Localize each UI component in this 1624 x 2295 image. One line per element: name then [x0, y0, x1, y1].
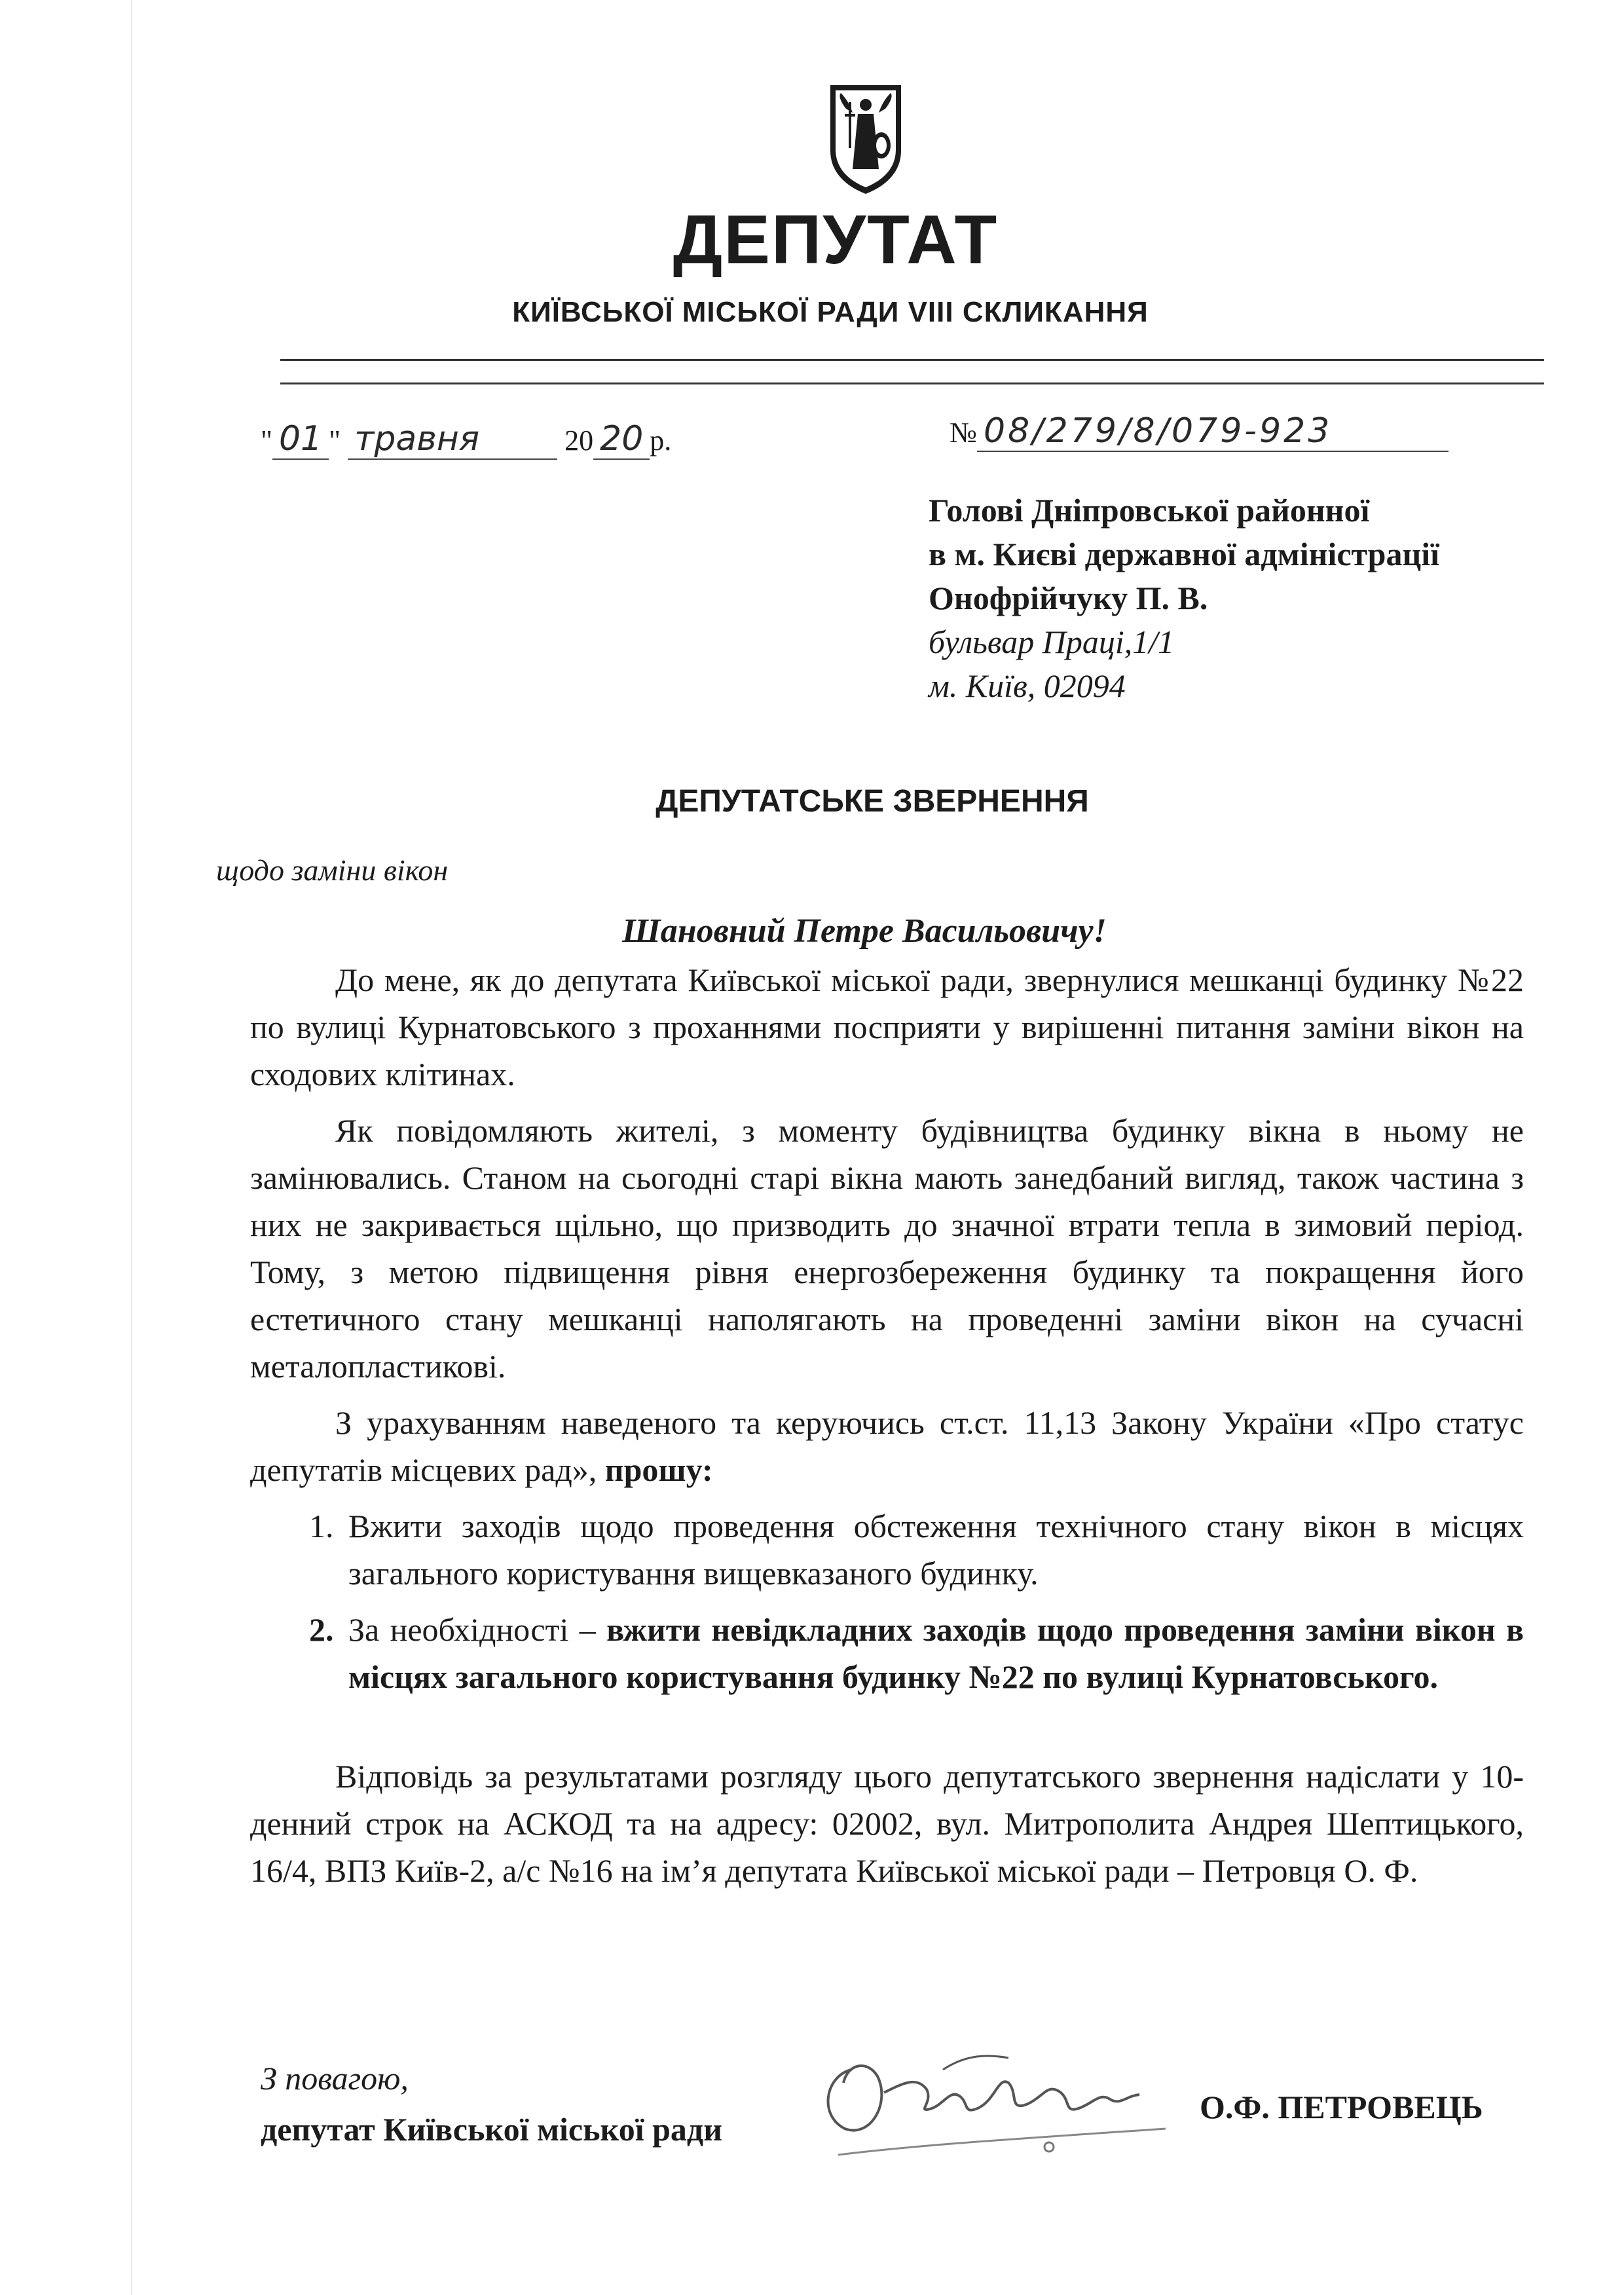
request-item-2	[342, 1606, 1524, 1700]
header-rule-bottom	[280, 382, 1544, 384]
addressee-line-2: в м. Києві державної адміністрації	[929, 536, 1440, 572]
body-paragraph-2: Як повідомляють жителі, з моменту будівництва будинку вікна в ньому не замінювались. Станом на сьогодні старі вікна мають занедбаний вигляд, також частина з них не закривається щільно, що призводить до значної втрати тепла в зимовий період. Тому, з метою підвищення рівня енергозбереження будинку та покращення його естетичного стану мешканці наполягають на проведенні заміни вікон на сучасні металопластикові.	[250, 1112, 1524, 1385]
addressee-street: бульвар Праці,1/1	[929, 624, 1175, 660]
closing-block	[261, 2053, 722, 2155]
addressee-name: Онофрійчуку П. В.	[929, 580, 1208, 616]
addressee-city: м. Київ, 02094	[929, 667, 1126, 704]
body-paragraph-3	[250, 1399, 1524, 1493]
date-year-suffix: 20	[593, 419, 650, 460]
header-council: КИЇВСЬКОЇ МІСЬКОЇ РАДИ VIII СКЛИКАННЯ	[512, 296, 1149, 328]
greeting: Шановний Петре Васильовичу!	[622, 912, 1107, 950]
handwritten-signature-icon	[812, 2030, 1185, 2161]
date-day: 01	[272, 419, 329, 460]
body-paragraph-1: До мене, як до депутата Київської міської ради, звернулися мешканці будинку №22 по вулиці Курнатовського з проханнями посприяти у вирішенні питання заміни вікон на сходових клітинах.	[250, 961, 1524, 1092]
reply-paragraph: Відповідь за результатами розгляду цього депутатського звернення надіслати у 10-денний строк на АСКОД та на адресу: 02002, вул. Митрополита Андрея Шептицького, 16/4, ВПЗ Київ-2, а/с №16 на ім’я депутата Київської міської ради – Петровця О. Ф.	[250, 1758, 1524, 1889]
closing-regards: З повагою,	[261, 2060, 409, 2097]
kyiv-coat-of-arms-icon	[826, 83, 905, 195]
closing-position: депутат Київської міської ради	[261, 2111, 723, 2148]
date-line	[261, 419, 671, 460]
scan-margin-line	[131, 0, 132, 2295]
body-paragraph-3-request: прошу:	[604, 1451, 713, 1488]
request-item-2-bold: вжити невідкладних заходів щодо проведення заміни вікон в місцях загального користування будинку №22 по вулиці Курнатовського.	[348, 1611, 1524, 1695]
header-title: ДЕПУТАТ	[673, 201, 999, 278]
date-month: травня	[348, 419, 557, 460]
signer-name: О.Ф. ПЕТРОВЕЦЬ	[1200, 2089, 1483, 2125]
registration-number	[950, 411, 1449, 452]
letter-body	[250, 956, 1524, 1903]
request-list	[250, 1502, 1524, 1700]
document-subject: щодо заміни вікон	[216, 853, 449, 887]
reg-number-label: №	[950, 417, 977, 449]
addressee-block	[929, 489, 1439, 708]
date-quote-close: "	[329, 424, 341, 457]
body-paragraph-3-text: З урахуванням наведеного та керуючись ст.ст. 11,13 Закону України «Про статус депутатів місцевих рад»,	[250, 1404, 1524, 1488]
document-title: ДЕПУТАТСЬКЕ ЗВЕРНЕННЯ	[655, 784, 1089, 819]
request-item-2-text: За необхідності –	[348, 1611, 596, 1648]
header-rule-top	[280, 359, 1544, 361]
date-year-prefix: 20	[564, 424, 594, 457]
reg-number-value: 08/279/8/079-923	[977, 411, 1449, 452]
date-year-end: р.	[650, 424, 672, 457]
addressee-line-1: Голові Дніпровської районної	[929, 492, 1370, 529]
date-quote-open: "	[261, 424, 272, 457]
request-item-1: 1. Вжити заходів щодо проведення обстеження технічного стану вікон в місцях загального користування вищевказаного будинку.	[342, 1502, 1524, 1597]
